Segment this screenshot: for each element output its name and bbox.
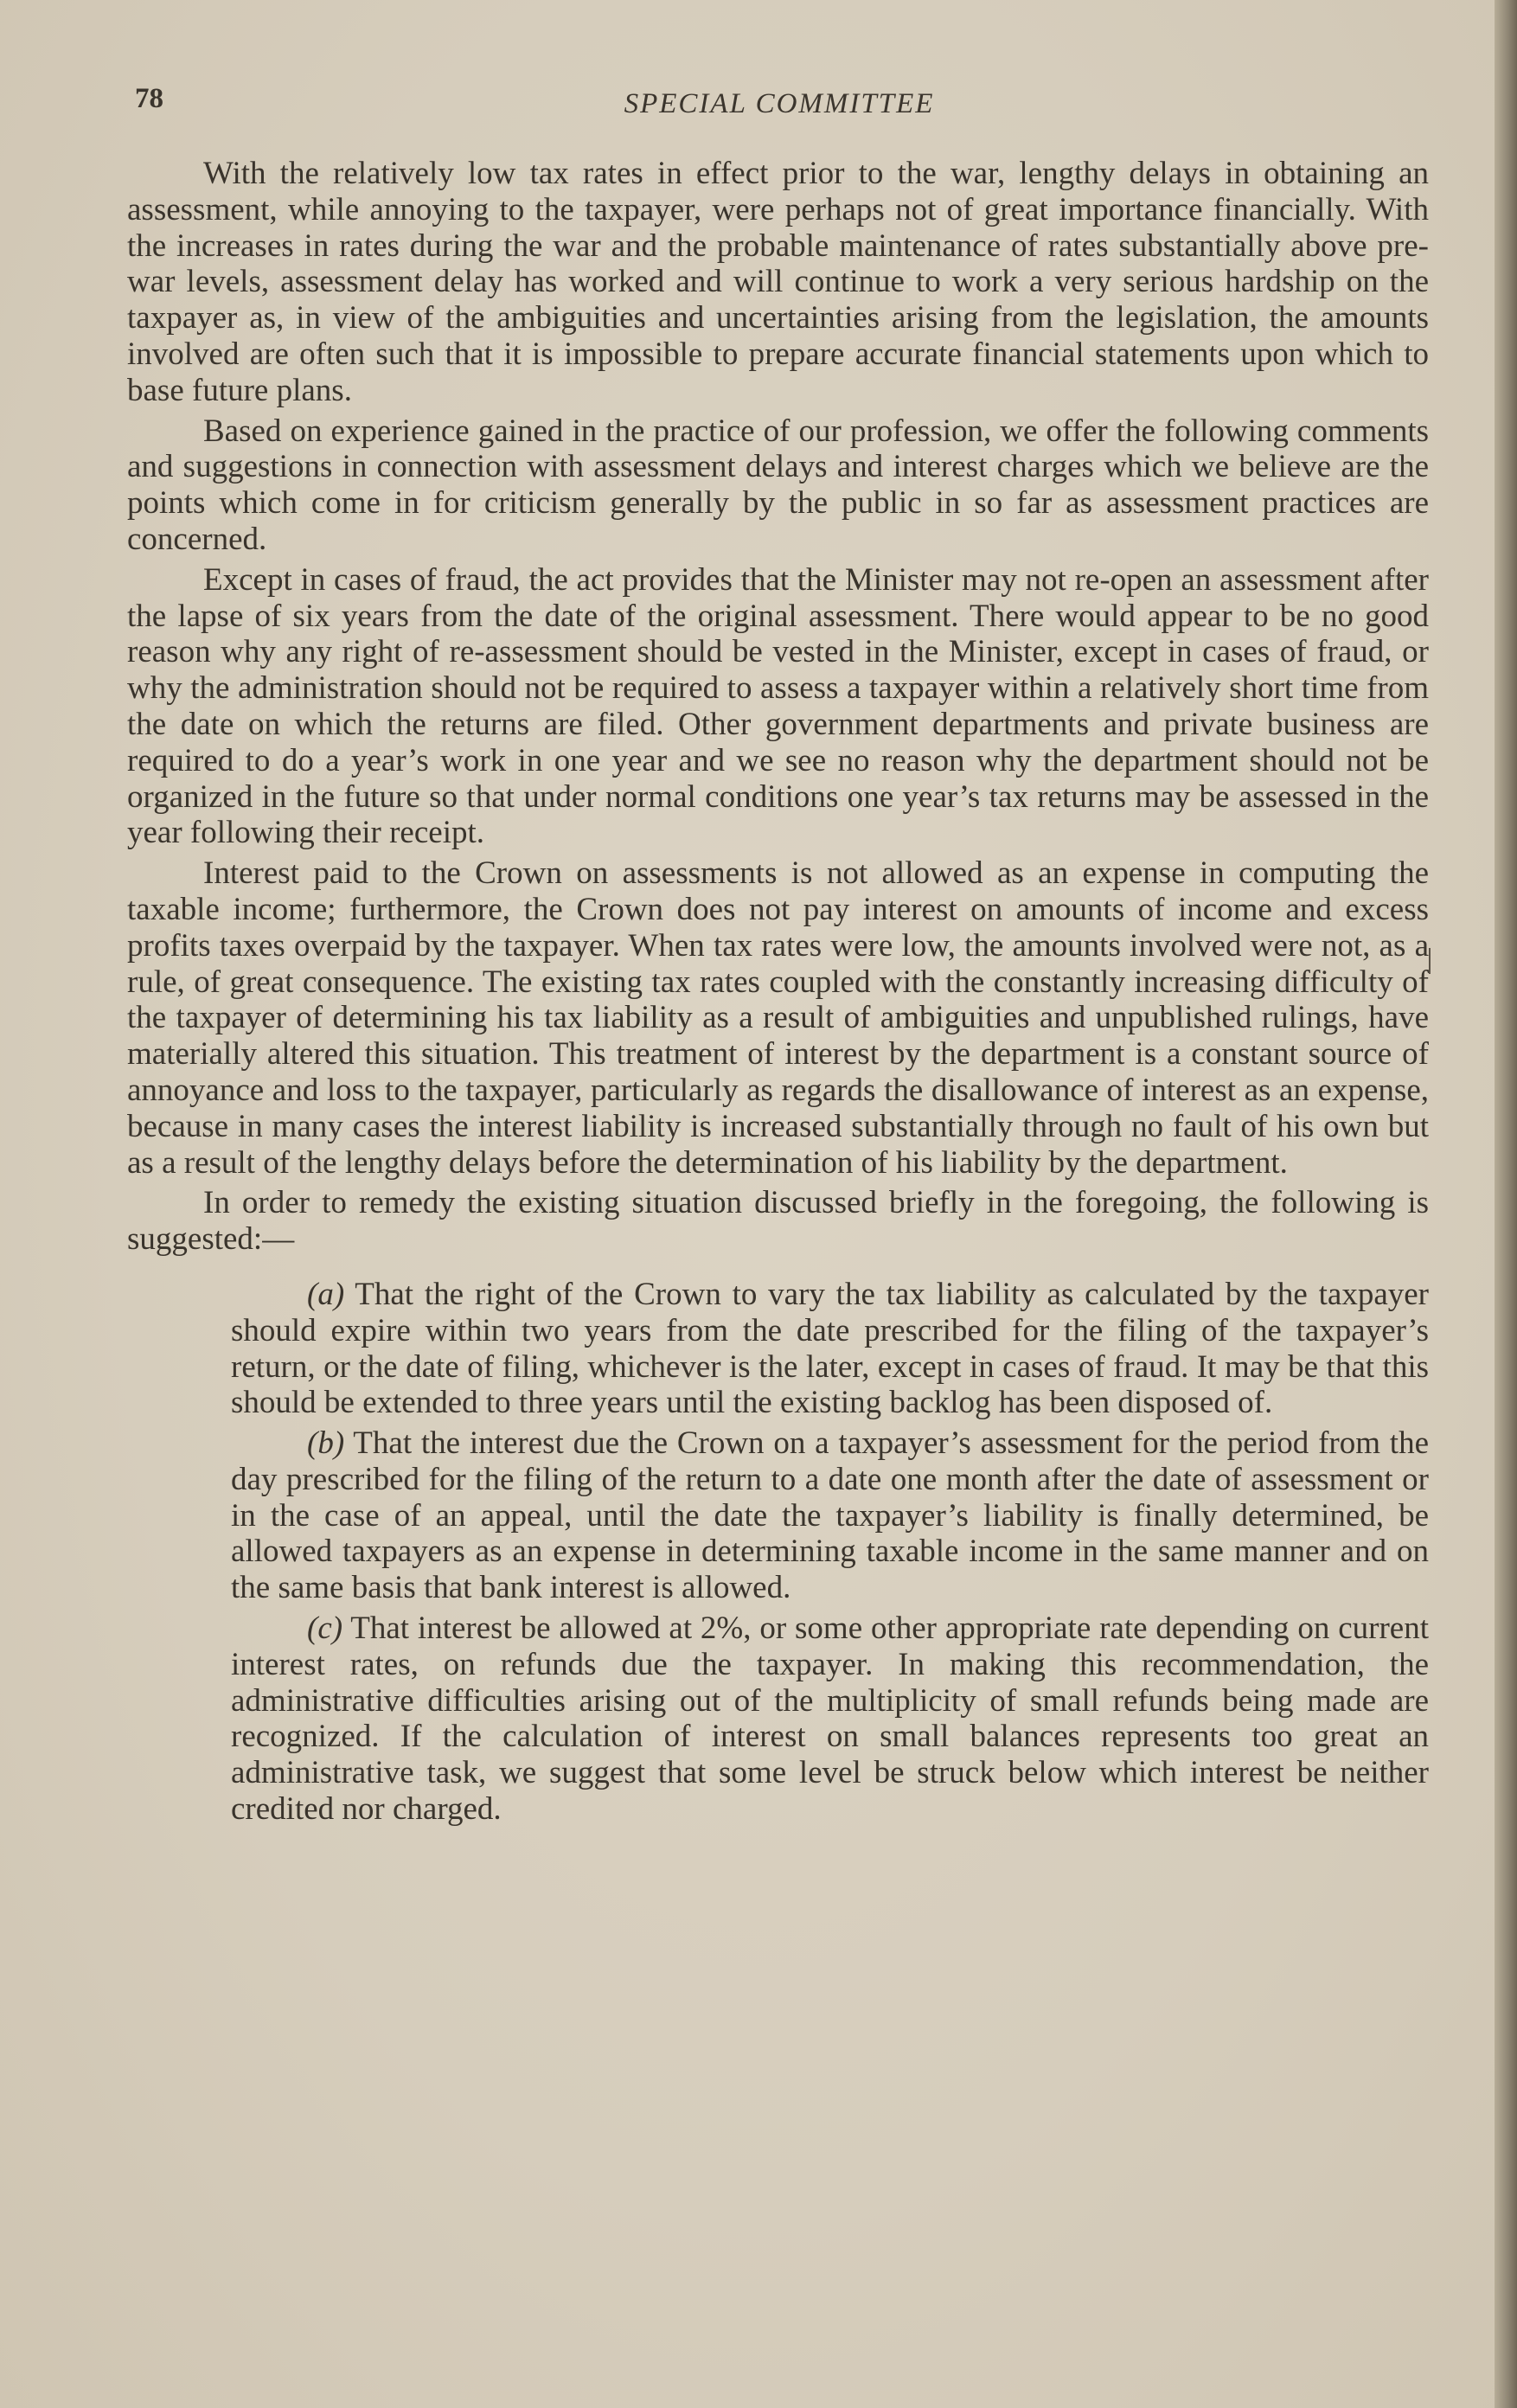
page-number: 78 [135, 83, 163, 114]
paragraph-assessment-delays: With the relatively low tax rates in effect prior to the war, lengthy delays in obtaining an assessment, while annoying to the taxpayer, were perhaps not of great importance financially. With the increases in rates during the war and the probable maintenance of rates substantially above pre-war levels, assessment delay has worked and will continue to work a very serious hardship on the taxpayer as, in view of the ambiguities and uncertainties arising from the legislation, the amounts involved are often such that it is impossible to prepare accurate financial statements upon which to base future plans. [127, 156, 1429, 408]
book-spine-shadow [1495, 0, 1517, 2408]
suggestion-text: That the interest due the Crown on a taxpayer’s assessment for the period from the day prescribed for the filing of the return to a date one month after the date of assessment or in the case of an appeal, until the date the taxpayer’s liability is finally determined, be allowed taxpayers as an expense in determining taxable income in the same manner and on the same basis that bank interest is allowed. [231, 1425, 1429, 1606]
paragraph-interest: Interest paid to the Crown on assessments is not allowed as an expense in computing the taxable income; furthermore, the Crown does not pay interest on amounts of income and excess profits taxes overpaid by the taxpayer. When tax rates were low, the amounts involved were not, as a rule, of great consequence. The existing tax rates coupled with the constantly increasing difficulty of the taxpayer of determining his tax liability as a result of ambiguities and unpublished rulings, have materially altered this situation. This treatment of interest by the department is a constant source of annoyance and loss to the taxpayer, particularly as regards the disallowance of interest as an expense, because in many cases the interest liability is increased substantially through no fault of his own but as a result of the lengthy delays before the determination of his liability by the department. [127, 855, 1429, 1181]
suggestion-marker: (b) [307, 1425, 345, 1462]
suggestion-a [231, 1277, 1429, 1421]
suggestion-marker: (a) [307, 1276, 345, 1312]
paragraph-experience: Based on experience gained in the practice of our profession, we offer the following comments and suggestions in connection with assessment delays and interest charges which we believe are the points which come in for criticism generally by the public in so far as assessment practices are concerned. [127, 413, 1429, 557]
suggestions-list [127, 1277, 1429, 1828]
running-head: SPECIAL COMMITTEE [624, 88, 935, 119]
page-header [135, 83, 1424, 126]
margin-mark [1429, 948, 1431, 974]
body-text [127, 156, 1429, 1832]
suggestion-text: That interest be allowed at 2%, or some other appropriate rate depending on current interest rates, on refunds due the taxpayer. In making this recommendation, the administrative difficulties arising out of the multiplicity of small refunds being made are recognized. If the calculation of interest on small balances represents too great an administrative task, we suggest that some level be struck below which interest be neither credited nor charged. [231, 1611, 1430, 1828]
paragraph-remedy-intro: In order to remedy the existing situation discussed briefly in the foregoing, the following is suggested:— [127, 1185, 1429, 1258]
paragraph-reassessment: Except in cases of fraud, the act provides that the Minister may not re-open an assessment after the lapse of six years from the date of the original assessment. There would appear to be no good reason why any right of re-assessment should be vested in the Minister, except in cases of fraud, or why the administration should not be required to assess a taxpayer within a relatively short time from the date on which the returns are filed. Other government departments and private business are required to do a year’s work in one year and we see no reason why the department should not be organized in the future so that under normal conditions one year’s tax returns may be assessed in the year following their receipt. [127, 561, 1429, 851]
suggestion-b [231, 1425, 1429, 1606]
suggestion-text: That the right of the Crown to vary the tax liability as calculated by the taxpayer should expire within two years from the date prescribed for the filing of the taxpayer’s return, or the date of filing, whichever is the later, except in cases of fraud. It may be that this should be extended to three years until the existing backlog has been disposed of. [231, 1276, 1429, 1421]
suggestion-c [231, 1611, 1429, 1828]
suggestion-marker: (c) [307, 1611, 343, 1647]
